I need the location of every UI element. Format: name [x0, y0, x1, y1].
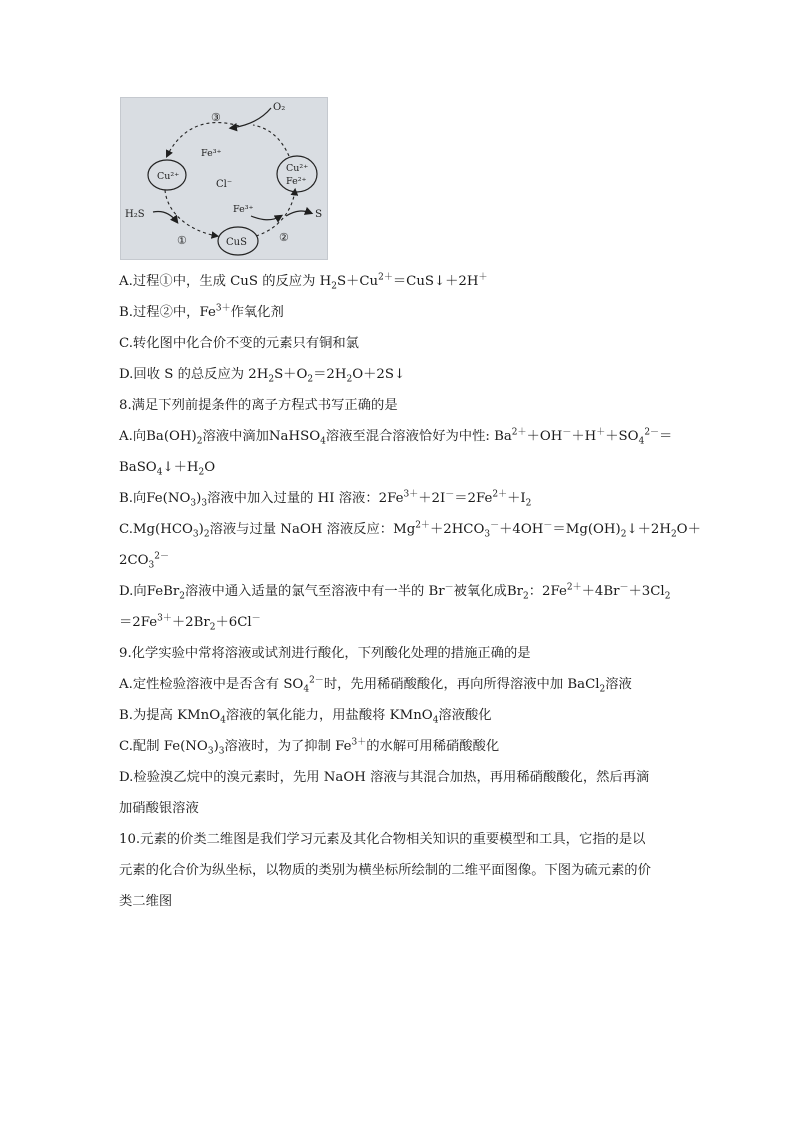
- subscript: 3: [207, 746, 214, 757]
- subscript: 2: [331, 281, 337, 292]
- superscript: ＋: [596, 427, 606, 438]
- superscript: 2＋: [511, 427, 527, 438]
- subscript: 2: [346, 374, 353, 385]
- o2-label: O₂: [273, 102, 286, 113]
- arrow-s: [286, 211, 311, 216]
- step3-label: ③: [211, 111, 221, 124]
- h2s-label: H₂S: [125, 209, 145, 220]
- cu2-fe2-label-1: Cu²⁺: [286, 163, 309, 174]
- subscript: 2: [268, 374, 275, 385]
- fe3-bottom-label: Fe³⁺: [233, 204, 254, 215]
- option-9b: B.为提高 KMnO$_4$溶液的氧化能力，用盐酸将 KMnO$_4$溶液酸化: [119, 708, 492, 726]
- superscript: 2＋: [492, 489, 508, 500]
- superscript: －: [444, 582, 454, 593]
- superscript: －: [543, 520, 553, 531]
- cus-label: CuS: [226, 237, 247, 248]
- subscript: 2: [525, 498, 532, 509]
- subscript: 3: [192, 529, 199, 540]
- option-7a: A.过程①中，生成 CuS 的反应为 $H_2S+Cu^{2+}=CuS↓+2H^+$: [119, 272, 488, 292]
- superscript: 2－: [154, 551, 170, 562]
- option-8c-cont: $2CO_3^{2-}$: [119, 551, 170, 571]
- arc-step1: [165, 190, 217, 236]
- superscript: －: [490, 520, 500, 531]
- subscript: 2: [664, 591, 671, 602]
- subscript: 4: [638, 436, 645, 447]
- step2-label: ②: [279, 231, 289, 244]
- question-10-stem-end: 类二维图: [119, 894, 173, 909]
- option-9d-cont: 加硝酸银溶液: [119, 801, 199, 816]
- option-7b: B.过程②中，$Fe^{3+}$作氧化剂: [119, 303, 284, 320]
- question-9-stem: 9.化学实验中常将溶液或试剂进行酸化，下列酸化处理的措施正确的是: [119, 646, 531, 661]
- subscript: 4: [220, 715, 226, 726]
- subscript: 2: [196, 436, 203, 447]
- option-7c: C.转化图中化合价不变的元素只有铜和氯: [119, 336, 359, 351]
- subscript: 2: [209, 622, 216, 633]
- cycle-diagram: [121, 98, 329, 261]
- subscript: 2: [670, 529, 677, 540]
- option-8d-cont: $=2Fe^{3+}+2Br_2+6Cl^-$: [119, 613, 261, 633]
- superscript: 3＋: [403, 489, 419, 500]
- subscript: 3: [484, 529, 491, 540]
- copper-sulfide-cycle-figure: [120, 97, 328, 260]
- superscript: －: [619, 582, 629, 593]
- subscript: 4: [432, 715, 439, 726]
- option-7d: D.回收 S 的总反应为 $2H_2S+O_2=2H_2O+2S↓$: [119, 367, 406, 385]
- superscript: ＋: [478, 272, 488, 283]
- arrow-h2s: [153, 211, 177, 222]
- superscript: 2＋: [378, 272, 393, 283]
- subscript: 2: [599, 684, 606, 695]
- step1-label: ①: [177, 234, 187, 247]
- fe3-top-label: Fe³⁺: [201, 148, 222, 159]
- option-8a: A.向$Ba(OH)_2$溶液中滴加NaHSO$_4$溶液至混合溶液恰好为中性: $Ba^{2+}+OH^-+H^++SO_4^{2-}=$: [119, 427, 673, 447]
- arc-step2: [256, 190, 295, 236]
- question-8-stem: 8.满足下列前提条件的离子方程式书写正确的是: [119, 398, 398, 413]
- option-8c: $C.Mg(HCO_3)_2$溶液与过量 NaOH 溶液反应：$Mg^{2+}+2HCO_3^-+4OH^-=Mg(OH)_2↓+2H_2O+$: [119, 520, 701, 540]
- subscript: 2: [523, 591, 529, 602]
- superscript: 3＋: [157, 613, 172, 624]
- subscript: 4: [156, 467, 163, 478]
- superscript: 2－: [309, 675, 324, 686]
- option-9c: C.配制 $Fe(NO_3)_3$溶液时，为了抑制 $Fe^{3+}$的水解可用稀硝酸酸化: [119, 737, 500, 757]
- subscript: 3: [148, 560, 155, 571]
- superscript: 3＋: [351, 737, 367, 748]
- subscript: 3: [190, 498, 197, 509]
- subscript: 2: [307, 374, 314, 385]
- superscript: 3＋: [215, 303, 231, 314]
- superscript: 2－: [644, 427, 660, 438]
- superscript: 2＋: [415, 520, 430, 531]
- subscript: 2: [179, 591, 185, 602]
- subscript: 4: [303, 684, 310, 695]
- subscript: 2: [620, 529, 627, 540]
- cu2-label: Cu²⁺: [157, 171, 180, 182]
- option-8d: D.向FeBr$_2$溶液中通入适量的氯气至溶液中有一半的 Br－被氧化成$Br_2$：$2Fe^{2+}+4Br^-+3Cl_2$: [119, 582, 671, 602]
- question-text: [119, 266, 701, 917]
- subscript: 2: [203, 529, 210, 540]
- option-9d: D.检验溴乙烷中的溴元素时，先用 NaOH 溶液与其混合加热，再用稀硝酸酸化，然后再滴: [119, 770, 650, 785]
- arc-top-right: [253, 125, 289, 156]
- subscript: 4: [320, 436, 326, 447]
- superscript: －: [445, 489, 455, 500]
- subscript: 3: [201, 498, 208, 509]
- question-10-stem: 10.元素的价类二维图是我们学习元素及其化合物相关知识的重要模型和工具，它指的是以: [119, 832, 646, 847]
- option-9a: A.定性检验溶液中是否含有 $SO_4^{2-}$时，先用稀硝酸酸化，再向所得溶液中加 BaCl$_2$溶液: [119, 675, 632, 695]
- option-8a-cont: $BaSO_4↓+H_2O$: [119, 460, 216, 478]
- option-8b: B.向$Fe(NO_3)_3$溶液中加入过量的 HI 溶液：$2Fe^{3+}+2I^-=2Fe^{2+}+I_2$: [119, 489, 532, 509]
- cl-label: Cl⁻: [216, 179, 233, 190]
- superscript: －: [251, 613, 261, 624]
- subscript: 3: [218, 746, 225, 757]
- subscript: 2: [198, 467, 205, 478]
- superscript: 2＋: [566, 582, 582, 593]
- s-label: S: [315, 208, 323, 220]
- question-10-stem-cont: 元素的化合价为纵坐标，以物质的类别为横坐标所绘制的二维平面图像。下图为硫元素的价: [119, 863, 651, 878]
- cu2-fe2-label-2: Fe²⁺: [286, 176, 307, 187]
- arrow-fe3-bottom: [251, 216, 281, 220]
- superscript: －: [562, 427, 572, 438]
